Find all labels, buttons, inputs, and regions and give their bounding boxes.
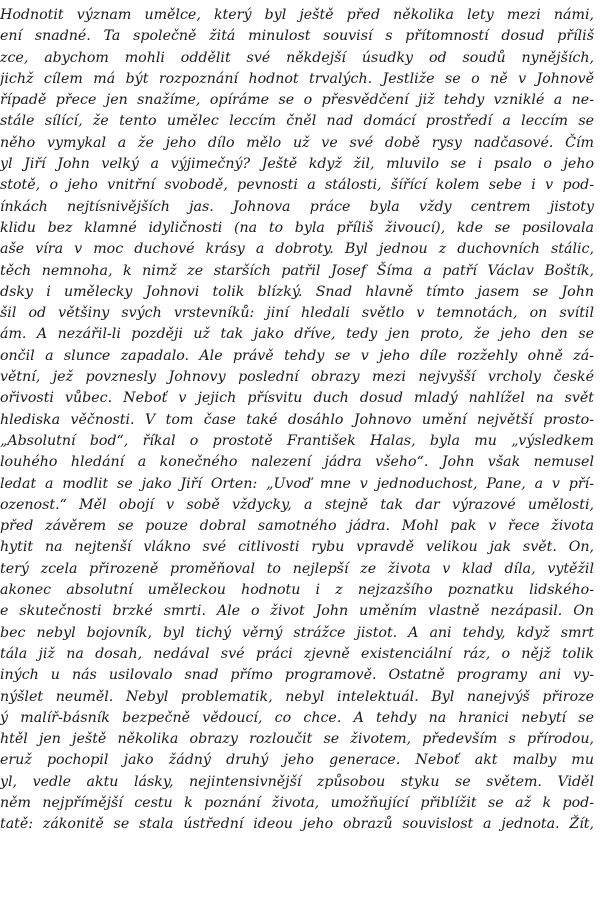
text-line: stále sílící, že tento umělec leccím čněl nad domácí prostředí a leccím se (0, 113, 594, 130)
text-line: ý malíř-básník bezpečně vědoucí, co chce. A tehdy na hranici nebytí se (0, 709, 594, 726)
text-line: něm nejpřímější cestu k poznání života, umožňující přiblížit se až k pod- (0, 794, 594, 811)
text-line: řípadě přece jen snažíme, opíráme se o přesvědčení již tehdy vzniklé a ne- (0, 92, 594, 109)
text-line: něho vymykal a že jeho dílo mělo už ve své době rysy nadčasové. Čím (0, 134, 594, 151)
text-line: terý zcela přirozeně proměňoval to nejlepší ze života v klad díla, vytěžil (0, 560, 594, 577)
text-line: ínkách nejtísnivějších jas. Johnova práce byla vždy centrem jistoty (0, 198, 594, 215)
text-line: tatě: zákonitě se stala ústřední ideou jeho obrazů souvislost a jednota. Žít, (0, 816, 594, 833)
text-line: eruž pochopil jako žádný druhý jeho generace. Neboť akt malby mu (0, 752, 594, 769)
text-line: hytit na nejtenší vlákno své citlivosti rybu vpravdě velikou jak svět. On, (0, 539, 594, 556)
text-line: aše víra v moc duchové krásy a dobroty. Byl jednou z duchovních stálic, (0, 241, 594, 258)
text-line: htěl jen ještě několika obrazy rozloučit se životem, především s přírodou, (0, 731, 594, 748)
text-line: před závěrem se pouze dobral samotného jádra. Mohl pak v řece života (0, 518, 594, 535)
text-line: ledat a modlit se jako Jiří Orten: „Uvoď mne v jednoduchost, Pane, a v pří- (0, 475, 594, 492)
text-line: „Absolutní bod“, říkal o prostotě František Halas, byla mu „výsledkem (0, 432, 594, 449)
text-line: dsky i umělecky Johnovi tolik blízký. Snad hlavně tímto jasem se John (0, 283, 594, 300)
text-line: těch nemnoha, k nimž ze starších patřil Josef Šíma a patří Václav Boštík, (0, 262, 594, 279)
text-line: ořivosti vůbec. Neboť v jejich přísvitu duch dosud mladý nahlížel na svět (0, 390, 594, 407)
text-line: louhého hledání a konečného nalezení jádra všeho“. John však nemusel (0, 454, 594, 471)
text-line: iných u nás usilovalo snad přímo programově. Ostatně programy ani vy- (0, 667, 594, 684)
text-line: zce, abychom mohli oddělit své někdejší úsudky od soudů nynějších, (0, 49, 594, 66)
text-line: bec nebyl bojovník, byl tichý věrný strážce jistot. A ani tehdy, když smrt (0, 624, 594, 641)
text-line: jichž cílem má být rozpoznání hodnot trvalých. Jestliže se o ně v Johnově (0, 70, 594, 87)
text-line: ončil a slunce zapadalo. Ale právě tehdy se v jeho díle rozžehly ohně zá- (0, 347, 594, 364)
text-line: akonec absolutní uměleckou hodnotu i z nejzazšího poznatku lidského- (0, 582, 594, 599)
text-line: klidu bez klamné idyličnosti (na to byla příliš živoucí), kde se posilovala (0, 219, 594, 236)
text-line: nýšlet neuměl. Nebyl problematik, nebyl intelektuál. Byl nanejvýš přiroze (0, 688, 594, 705)
text-line: yl, vedle aktu lásky, nejintensivnější způsobou styku se světem. Viděl (0, 773, 594, 790)
text-line: yl Jiří John velký a výjimečný? Ještě když žil, mluvilo se i psalo o jeho (0, 156, 594, 173)
text-line: hlediska věčnosti. V tom čase také dosáhlo Johnovo umění největší prosto- (0, 411, 594, 428)
text-body (0, 5, 600, 836)
text-line: tála již na dosah, nedával své práci zjevně existenciální ráz, o nějž tolik (0, 645, 594, 662)
text-line: e skutečnosti brzké smrti. Ale o život John uměním vlastně nezápasil. On (0, 603, 594, 620)
text-line: větní, jež povznesly Johnovy poslední obrazy mezi nejvyšší vrcholy české (0, 369, 594, 386)
text-line: Hodnotit význam umělce, který byl ještě před několika lety mezi námi, (0, 7, 594, 23)
text-line: stotě, o jeho vnitřní svobodě, pevnosti a stálosti, šířící kolem sebe i v pod- (0, 177, 594, 194)
text-line: ám. A nezářil-li později už tak jako dříve, tedy jen proto, že jeho den se (0, 326, 594, 343)
text-line: ení snadné. Ta společně žitá minulost souvisí s přítomností dosud příliš (0, 28, 594, 45)
text-line: ozenost.“ Měl obojí v sobě vždycky, a stejně tak dar výrazové umělosti, (0, 496, 594, 513)
text-line: šil od většiny svých vrstevníků: jiní hledali světlo v temnotách, on svítil (0, 305, 594, 322)
